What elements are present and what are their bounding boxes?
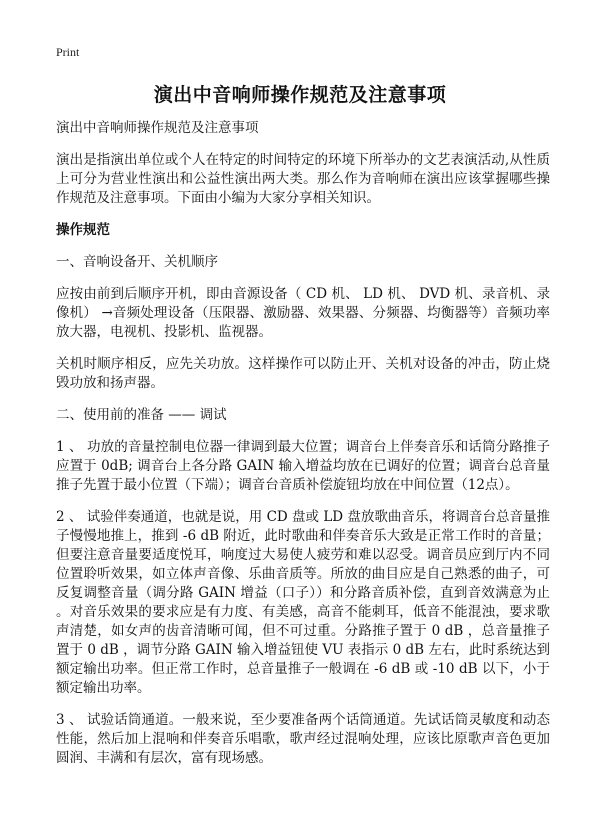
paragraph-step-2: 2 、 试验伴奏通道，也就是说，用 CD 盘或 LD 盘放歌曲音乐，将调音台总音量推子慢慢地推上，推到 -6 dB 附近，此时歌曲和伴奏音乐大致是正常工作时的音量；但要注意音量要适度悦耳，响度过大易使人疲劳和难以忍受。调音员应到厅内不同位置聆听效果，如立体声音像、乐曲音质等。所放的曲目应是自己熟悉的曲子，可反复调整音量（调分路 GAIN 增益（口子））和分路音质补偿，直到音效满意为止 。对音乐效果的要求应是有力度、有美感，高音不能刺耳，低音不能混浊，要求歌声清楚，如女声的齿音清晰可闻，但不可过重。分路推子置于 0 dB ，总音量推子置于 0 dB ，调节分路 GAIN 输入增益钮使 VU 表指示 0 dB 左右，此时系统达到额定输出功率。但正常工作时，总音量推子一般调在 -6 dB 或 -10 dB 以下，小于额定输出功率。 <box>56 509 550 696</box>
article-body <box>56 119 550 781</box>
subsection-heading-power-order: 一、音响设备开、关机顺序 <box>56 254 218 270</box>
intro-paragraph: 演出是指演出单位或个人在特定的时间特定的环境下所举办的文艺表演活动,从性质上可分为营业性演出和公益性演出两大类。那么作为音响师在演出应该掌握哪些操作规范及注意事项。下面由小编为大家分享相关知识。 <box>56 152 550 206</box>
page-title: 演出中音响师操作规范及注意事项 <box>153 84 447 106</box>
paragraph-power-off: 关机时顺序相反，应先关功放。这样操作可以防止开、关机对设备的冲击，防止烧毁功放和扬声器。 <box>56 356 550 391</box>
print-link[interactable]: Print <box>56 45 80 59</box>
paragraph-step-3: 3 、 试验话筒通道。一般来说，至少要准备两个话筒通道。先试话筒灵敏度和动态性能，然后加上混响和伴奏音乐唱歌，歌声经过混响处理，应该比原歌声音色更加圆润、丰满和有层次，富有现场感。 <box>56 712 550 766</box>
section-heading: 操作规范 <box>56 222 110 238</box>
paragraph-step-1: 1 、 功放的音量控制电位器一律调到最大位置；调音台上伴奏音乐和话筒分路推子应置于 0dB; 调音台上各分路 GAIN 输入增益均放在已调好的位置；调音台总音量推子先置于最小位置（下端）；调音台音质补偿旋钮均放在中间位置（12点）。 <box>56 439 550 493</box>
subsection-heading-preparation: 二、使用前的准备 —— 调试 <box>56 407 227 423</box>
paragraph-power-on: 应按由前到后顺序开机，即由音源设备（ CD 机、 LD 机、 DVD 机、录音机、录像机） →音频处理设备（压限器、激励器、效果器、分频器、均衡器等）音频功率放大器，电视机、投影机、监视器。 <box>56 286 550 340</box>
article-subtitle: 演出中音响师操作规范及注意事项 <box>56 120 259 136</box>
